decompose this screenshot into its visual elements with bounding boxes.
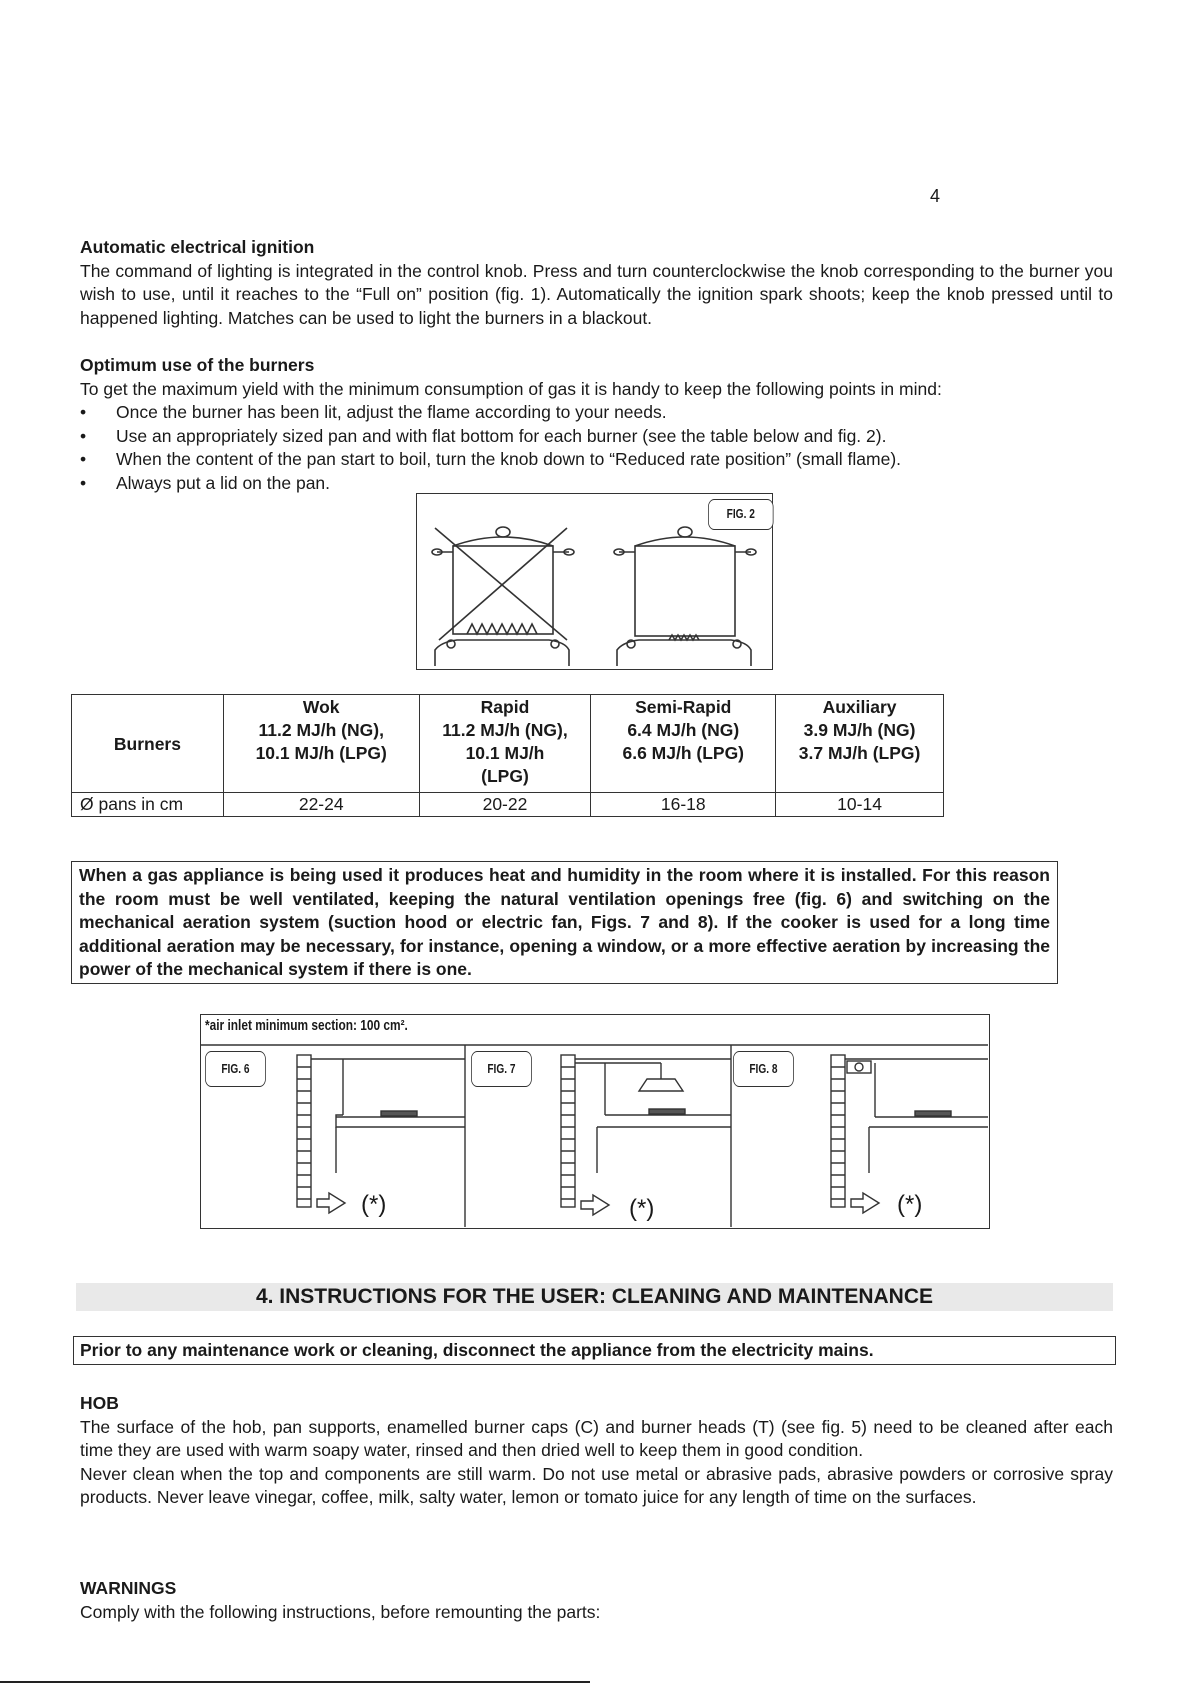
optimum-heading: Optimum use of the burners [80,355,315,375]
air-inlet-marker: (*) [897,1191,923,1218]
burner-col-auxiliary [776,695,944,793]
hob-paragraph: The surface of the hob, pan supports, enamelled burner caps (C) and burner heads (T) (see fig. 5) need to be cleaned after each time they are used with warm soapy water, rinsed and then dried well to keep them in good condition. [80,1416,1113,1460]
ventilation-figures [200,1014,990,1229]
air-inlet-marker: (*) [629,1195,655,1222]
burner-name: Rapid [480,697,530,717]
fig2-illustration [416,493,773,670]
pan-size-cell: 16-18 [591,793,776,817]
bullet-item: • Once the burner has been lit, adjust the flame according to your needs. [80,401,1113,425]
optimum-bullet-list [80,401,1113,495]
burners-row-header: Burners [72,695,224,793]
oversized-pan-icon [453,546,553,634]
air-inlet-note: *air inlet minimum section: 100 cm². [205,1018,408,1034]
ventilation-warning-box: When a gas appliance is being used it produces heat and humidity in the room where it is installed. For this reason the room must be well ventilated, keeping the natural ventilation openings free (fig. 6) and switching on the mechanical aeration system (suction hood or electric fan, Figs. 7 and 8). If the cooker is used for a long time additional aeration may be necessary, for instance, opening a window, or a more effective aeration by increasing the power of the mechanical system if there is one. [71,861,1058,984]
brick-wall-icon [561,1055,575,1207]
warnings-section [80,1577,1113,1624]
fig7-drawing [561,1055,731,1215]
ignition-body: The command of lighting is integrated in the control knob. Press and turn counterclockwise the knob corresponding to the burner you wish to use, until it reaches to the “Full on” position (fig. 1). Automatically the ignition spark shoots; keep the knob pressed until to happened lighting. Matches can be used to light the burners in a blackout. [80,260,1113,328]
correct-pan-icon [635,546,735,636]
brick-wall-icon [831,1055,845,1207]
hob-section [80,1392,1113,1510]
fig7-label: FIG. 7 [471,1051,532,1087]
pan-size-cell: 10-14 [776,793,944,817]
burner-spec: 11.2 MJ/h (NG), 10.1 MJ/h (LPG) [255,720,387,763]
pan-size-cell: 22-24 [223,793,419,817]
burner-name: Wok [302,697,340,717]
hob-icon [381,1111,417,1116]
brick-wall-icon [297,1055,311,1207]
burner-spec: 11.2 MJ/h (NG), 10.1 MJ/h (LPG) [442,720,568,786]
table-row [72,793,944,817]
burner-name: Auxiliary [822,697,897,717]
bullet-item: • Use an appropriately sized pan and with flat bottom for each burner (see the table below and fig. 2). [80,425,1113,449]
burner-spec: 3.9 MJ/h (NG) 3.7 MJ/h (LPG) [798,720,921,763]
warnings-text: Comply with the following instructions, before remounting the parts: [80,1601,601,1622]
optimum-intro: To get the maximum yield with the minimum consumption of gas it is handy to keep the following points in mind: [80,378,942,399]
page-number: 4 [930,186,941,206]
hob-paragraph: Never clean when the top and components are still warm. Do not use metal or abrasive pads, abrasive powders or corrosive spray products. Never leave vinegar, coffee, milk, salty water, lemon or tomato juice for any length of time on the surfaces. [80,1463,1113,1507]
burner-col-wok [223,695,419,793]
burner-table [71,694,944,817]
fig6-drawing [297,1055,465,1213]
fig8-label: FIG. 8 [733,1051,794,1087]
warnings-heading: WARNINGS [80,1578,177,1598]
pans-row-label: Ø pans in cm [72,793,224,817]
air-inlet-arrow-icon [317,1193,345,1213]
disconnect-notice: Prior to any maintenance work or cleaning, disconnect the appliance from the electricity mains. [73,1336,1116,1365]
burner-spec: 6.4 MJ/h (NG) 6.6 MJ/h (LPG) [622,720,745,763]
air-inlet-marker: (*) [361,1191,387,1218]
optimum-section [80,354,1113,495]
bullet-item: • When the content of the pan start to boil, turn the knob down to “Reduced rate position” (small flame). [80,448,1113,472]
burner-col-rapid [419,695,591,793]
bullet-item: • Always put a lid on the pan. [80,472,1113,496]
pan-size-cell: 20-22 [419,793,591,817]
air-inlet-arrow-icon [851,1193,879,1213]
suction-hood-icon [639,1079,683,1091]
hob-icon [915,1111,951,1116]
ventilation-drawings [201,1015,988,1227]
ignition-heading: Automatic electrical ignition [80,237,315,257]
fig2-label: FIG. 2 [708,499,774,530]
fig8-drawing [831,1055,988,1213]
hob-heading: HOB [80,1393,119,1413]
section-4-heading: 4. INSTRUCTIONS FOR THE USER: CLEANING AND MAINTENANCE [76,1283,1113,1311]
flame-icon [467,624,537,634]
hob-icon [649,1109,685,1114]
ignition-section [80,236,1113,330]
burner-col-semi-rapid [591,695,776,793]
lid-knob-icon [496,527,510,537]
fig6-label: FIG. 6 [205,1051,266,1087]
table-row [72,695,944,793]
air-inlet-arrow-icon [581,1195,609,1215]
bottom-rule [0,1681,590,1683]
burner-name: Semi-Rapid [635,697,732,717]
